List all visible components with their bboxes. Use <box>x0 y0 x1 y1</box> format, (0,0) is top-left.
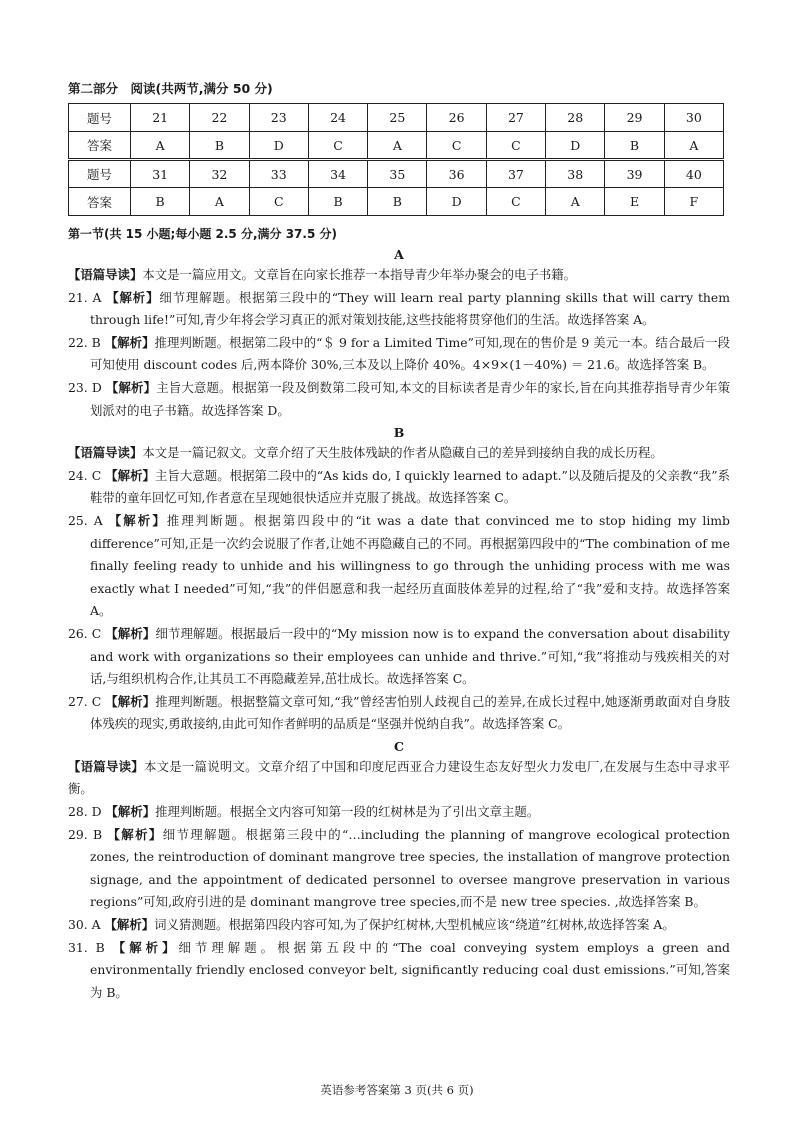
analysis-tag: 【解析】 <box>105 379 157 395</box>
guide-tag: 【语篇导读】 <box>68 267 143 282</box>
table-cell: B <box>190 132 249 160</box>
question-number: 23. D <box>68 379 102 395</box>
table-cell: 22 <box>190 104 249 132</box>
question-number: 26. C <box>68 625 102 641</box>
table-cell: 40 <box>664 160 723 188</box>
table-cell: C <box>486 188 545 216</box>
question-number: 27. C <box>68 693 102 709</box>
passage-guide <box>68 442 730 465</box>
guide-text: 本文是一篇记叙文。文章介绍了天生肢体残缺的作者从隐藏自己的差异到接纳自我的成长历程。 <box>142 445 663 461</box>
passage-a <box>68 246 730 422</box>
table-cell: 36 <box>427 160 486 188</box>
table-cell: 29 <box>605 104 664 132</box>
analysis-text: 细节理解题。根据最后一段中的“My mission now is to expand the conversation about disability and work with organizations so their employees can unhide and thrive.”可知,“我”将推动与残疾相关的对话,与组织机构合作,让其员工不再隐藏差异,茁壮成长。故选择答案 C。 <box>90 625 730 687</box>
part-title: 第二部分 阅读(共两节,满分 50 分) <box>68 81 273 96</box>
analysis-text: 细节理解题。根据第五段中的“The coal conveying system employs a green and environmentally friendly enclosed conveyor belt, significantly reducing coal dust emissions.”可知,答案为 B。 <box>90 939 730 1000</box>
table-cell: B <box>605 132 664 160</box>
table-cell: 31 <box>131 160 190 188</box>
row-label: 题号 <box>69 160 131 188</box>
answer-explanation <box>68 465 730 510</box>
table-cell: 37 <box>486 160 545 188</box>
analysis-text: 细节理解题。根据第三段中的“They will learn real party planning skills that will carry them through life!”可知,青少年将会学习真正的派对策划技能,这些技能将贯穿他们的生活。故选择答案 A。 <box>90 289 730 328</box>
analysis-tag: 【解析】 <box>106 289 160 305</box>
table-cell: A <box>368 132 427 160</box>
row-label: 答案 <box>69 132 131 160</box>
table-cell: B <box>368 188 427 216</box>
table-cell: 23 <box>249 104 308 132</box>
question-number: 24. C <box>68 467 102 483</box>
table-cell: 33 <box>249 160 308 188</box>
analysis-text: 推理判断题。根据全文内容可知第一段的红树林是为了引出文章主题。 <box>155 804 540 820</box>
table-cell: 25 <box>368 104 427 132</box>
analysis-tag: 【解析】 <box>104 917 155 933</box>
analysis-tag: 【解析】 <box>105 804 156 820</box>
answer-page <box>68 78 730 1004</box>
table-row <box>69 104 724 132</box>
table-cell: B <box>308 188 367 216</box>
table-cell: A <box>664 132 723 160</box>
table-cell: 27 <box>486 104 545 132</box>
question-number: 21. A <box>68 289 102 305</box>
table-cell: A <box>190 188 249 216</box>
row-label: 题号 <box>69 104 131 132</box>
answer-explanation <box>68 937 730 1005</box>
answer-explanation <box>68 510 730 623</box>
analysis-tag: 【解析】 <box>107 826 163 842</box>
table-cell: 28 <box>546 104 605 132</box>
table-cell: 39 <box>605 160 664 188</box>
table-cell: 38 <box>546 160 605 188</box>
table-cell: E <box>605 188 664 216</box>
analysis-tag: 【解析】 <box>105 467 155 483</box>
answer-table <box>68 103 724 216</box>
guide-text: 本文是一篇应用文。文章旨在向家长推荐一本指导青少年举办聚会的电子书籍。 <box>142 267 577 282</box>
table-cell: C <box>308 132 367 160</box>
analysis-text: 词义猜测题。根据第四段内容可知,为了保护红树林,大型机械应该“绕道”红树林,故选择答案 A。 <box>154 917 675 933</box>
table-row <box>69 160 724 188</box>
answer-explanation <box>68 914 730 937</box>
answer-explanation <box>68 287 730 332</box>
table-cell: F <box>664 188 723 216</box>
page-footer: 英语参考答案第 3 页(共 6 页) <box>320 1083 474 1097</box>
table-cell: B <box>131 188 190 216</box>
row-label: 答案 <box>69 188 131 216</box>
table-row <box>69 132 724 160</box>
answer-explanation <box>68 801 730 824</box>
table-cell: C <box>249 188 308 216</box>
question-number: 31. B <box>68 939 105 955</box>
passage-guide <box>68 756 730 801</box>
analysis-tag: 【解析】 <box>105 693 156 709</box>
analysis-tag: 【解析】 <box>108 512 167 528</box>
passage-b <box>68 424 730 736</box>
table-cell: D <box>546 132 605 160</box>
question-number: 30. A <box>68 917 101 933</box>
table-row <box>69 188 724 216</box>
table-cell: A <box>131 132 190 160</box>
answer-explanation <box>68 332 730 377</box>
passage-guide <box>68 264 730 287</box>
table-cell: 32 <box>190 160 249 188</box>
analysis-tag: 【解析】 <box>104 334 155 350</box>
passage-c <box>68 738 730 1005</box>
table-cell: 24 <box>308 104 367 132</box>
passage-letter: C <box>394 738 404 754</box>
analysis-tag: 【解析】 <box>105 625 156 641</box>
analysis-text: 主旨大意题。根据第二段中的“As kids do, I quickly learned to adapt.”以及随后提及的父亲教“我”系鞋带的童年回忆可知,作者意在呈现她很快适应并克服了挑战。故选择答案 C。 <box>90 467 730 506</box>
analysis-text: 推理判断题。根据整篇文章可知,“我”曾经害怕别人歧视自己的差异,在成长过程中,她逐渐勇敢面对自身肢体残疾的现实,勇敢接纳,由此可知作者鲜明的品质是“坚强并悦纳自我”。故选择答案 C。 <box>90 693 730 732</box>
section-title: 第一节(共 15 小题;每小题 2.5 分,满分 37.5 分) <box>68 227 337 241</box>
table-cell: 26 <box>427 104 486 132</box>
guide-tag: 【语篇导读】 <box>68 758 144 774</box>
answer-explanation <box>68 691 730 736</box>
analysis-text: 主旨大意题。根据第一段及倒数第二段可知,本文的目标读者是青少年的家长,旨在向其推荐指导青少年策划派对的电子书籍。故选择答案 D。 <box>90 379 730 418</box>
passage-letter: B <box>393 425 405 441</box>
answer-explanation <box>68 377 730 422</box>
analysis-tag: 【解析】 <box>112 939 179 955</box>
question-number: 29. B <box>68 826 103 842</box>
analysis-text: 细节理解题。根据第三段中的“…including the planning of mangrove ecological protection zones, the reintroduction of dominant mangrove tree species, the installation of mangrove protection signage, and the appointment of dedicated personnel to oversee mangrove preservation in various regions”可知,政府引进的是 dominant mangrove tree species,而不是 new tree species. ,故选择答案 B。 <box>90 826 730 910</box>
question-number: 22. B <box>68 334 101 350</box>
table-cell: D <box>249 132 308 160</box>
passage-letter: A <box>394 247 404 262</box>
analysis-text: 推理判断题。根据第二段中的“＄ 9 for a Limited Time”可知,现在的售价是 9 美元一本。结合最后一段可知使用 discount codes 后,两本降价 30%,三本及以上降价 40%。4×9×(1－40%) ＝ 21.6。故选择答案 B。 <box>90 334 730 373</box>
question-number: 25. A <box>68 512 103 528</box>
table-cell: D <box>427 188 486 216</box>
table-cell: 30 <box>664 104 723 132</box>
table-cell: C <box>427 132 486 160</box>
table-cell: 35 <box>368 160 427 188</box>
table-cell: C <box>486 132 545 160</box>
answer-explanation <box>68 623 730 691</box>
table-cell: A <box>546 188 605 216</box>
table-cell: 21 <box>131 104 190 132</box>
analysis-text: 推理判断题。根据第四段中的“it was a date that convinced me to stop hiding my limb difference”可知,正是一次约会说服了作者,让她不再隐藏自己的不同。再根据第四段中的“The combination of me finally feeling ready to unhide and his willingness to go through the unhiding process with me was exactly what I needed”可知,“我”的伴侣愿意和我一起经历直面肢体差异的过程,给了“我”爱和支持。故选择答案 A。 <box>90 512 730 619</box>
answer-explanation <box>68 824 730 914</box>
guide-tag: 【语篇导读】 <box>68 445 143 461</box>
question-number: 28. D <box>68 804 102 820</box>
guide-text: 本文是一篇说明文。文章介绍了中国和印度尼西亚合力建设生态友好型火力发电厂,在发展与生态中寻求平衡。 <box>68 758 730 797</box>
table-cell: 34 <box>308 160 367 188</box>
